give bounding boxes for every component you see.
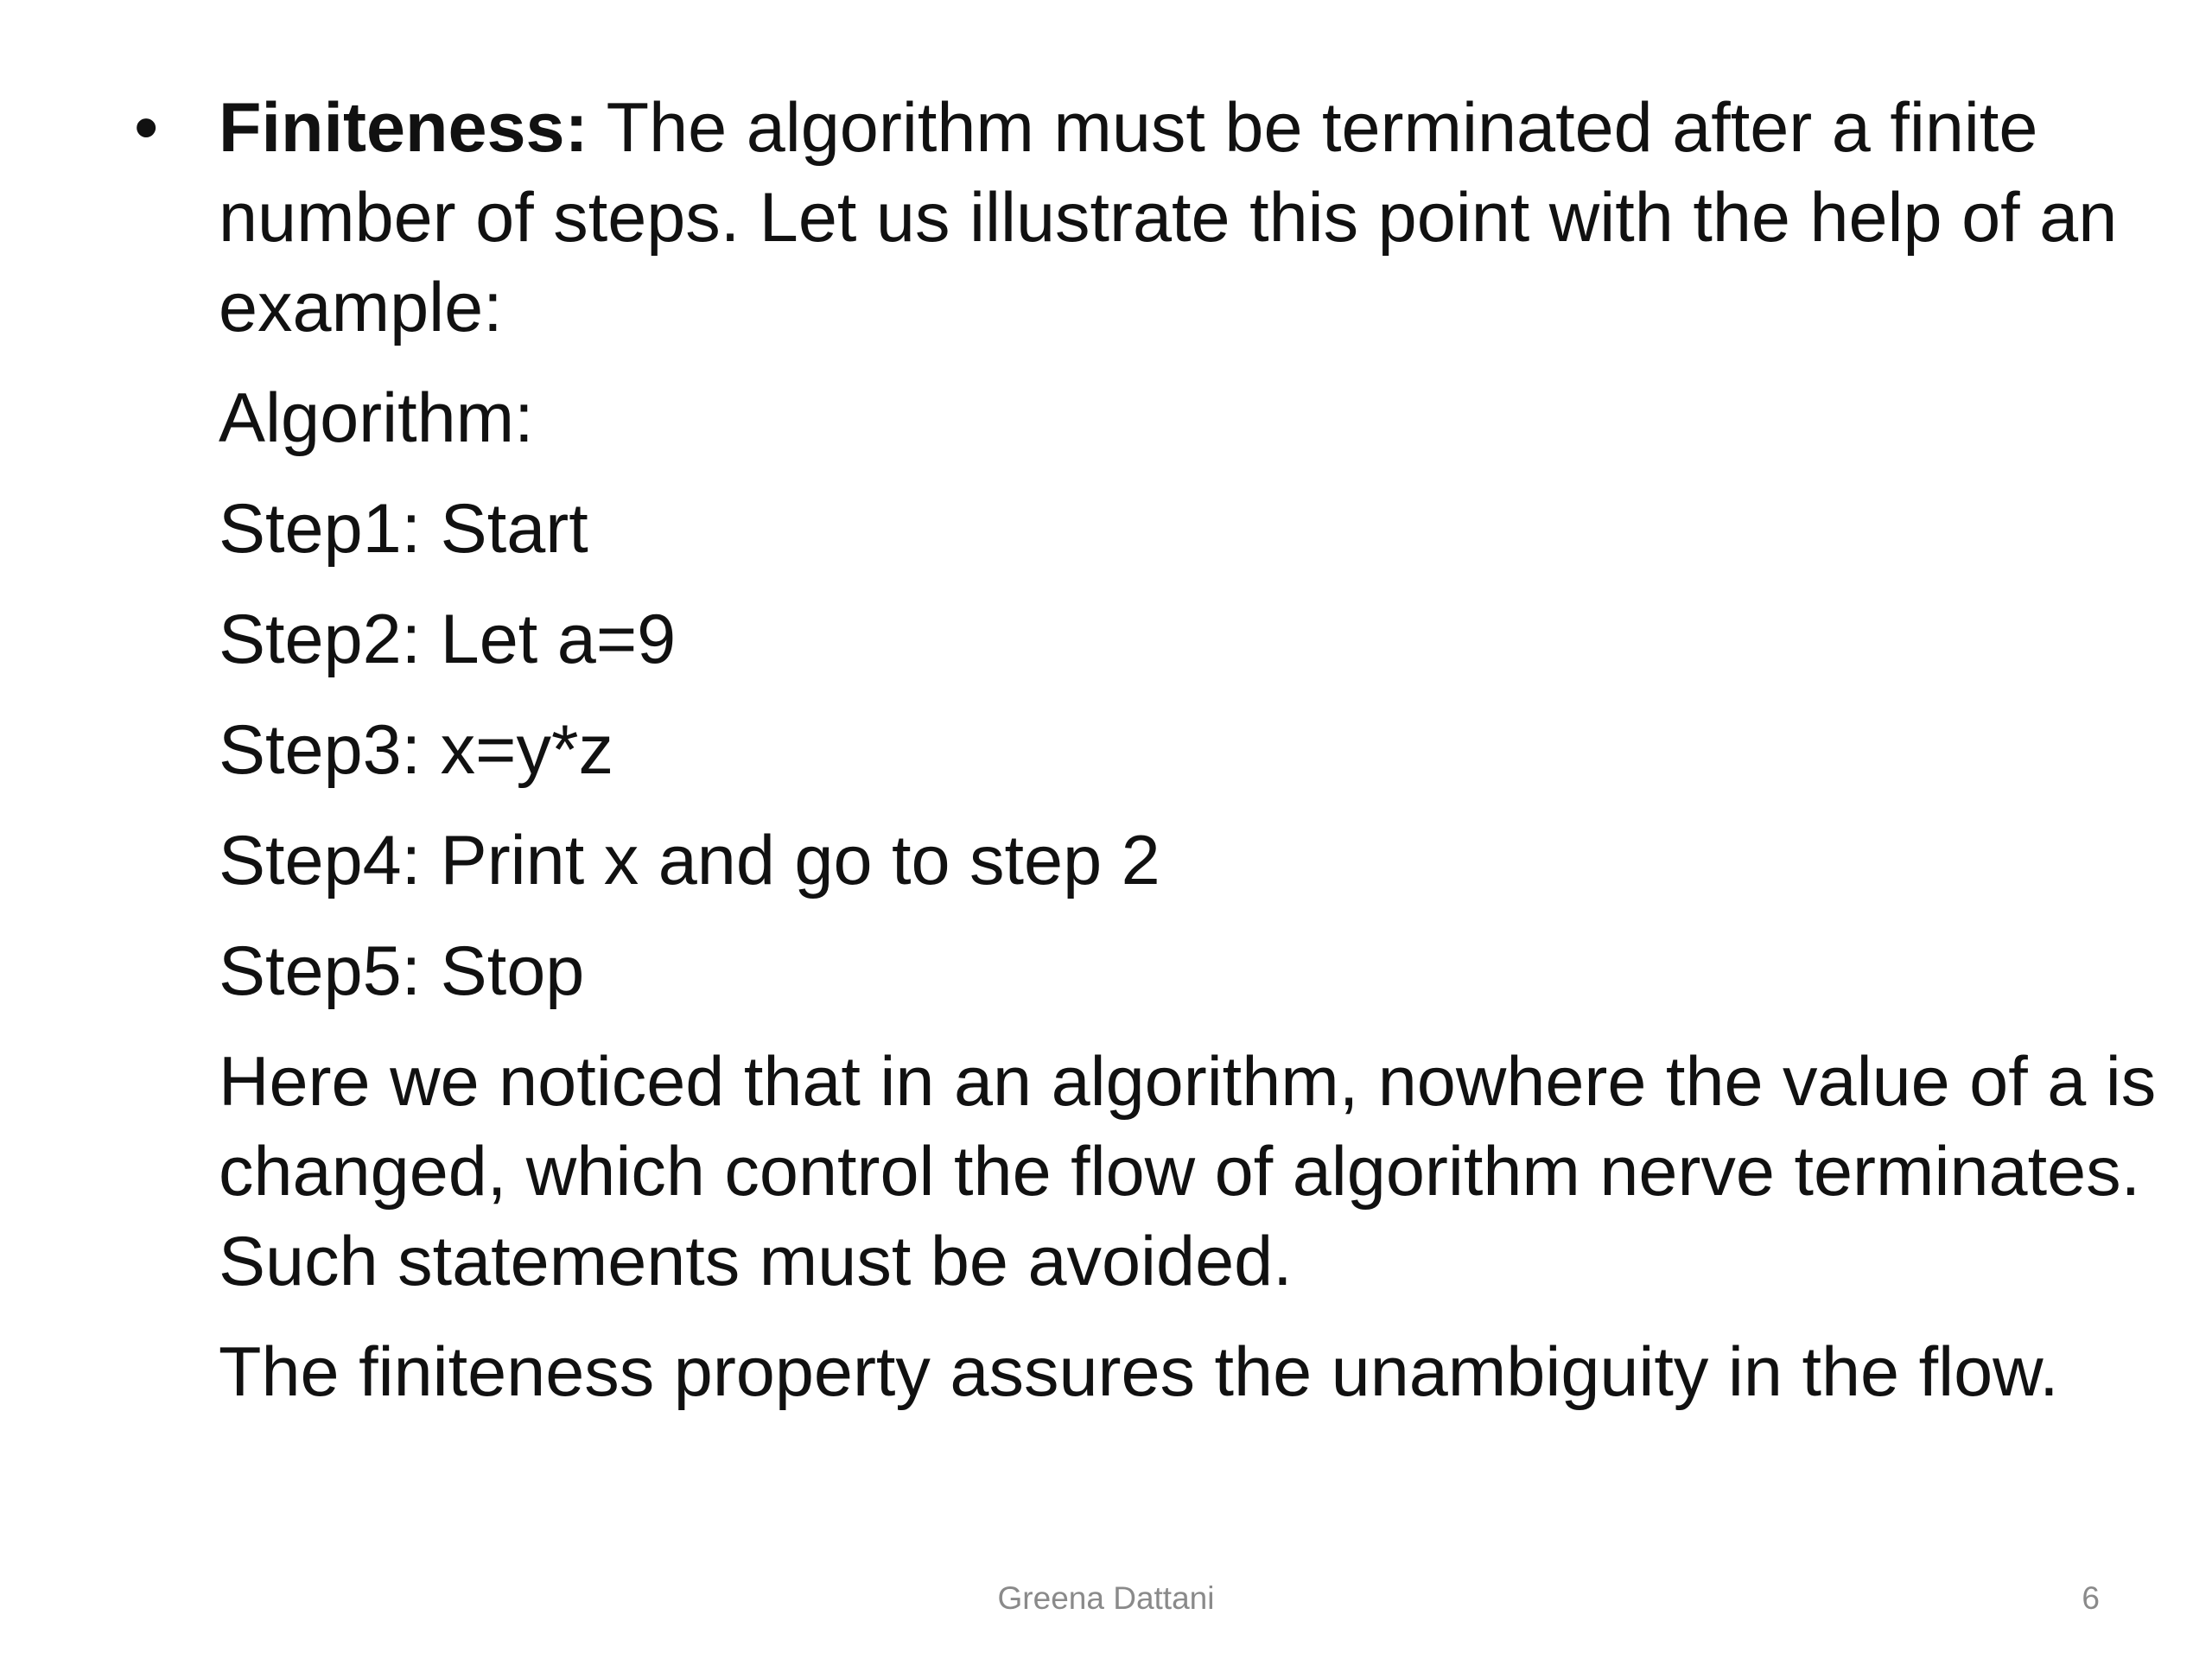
page-number: 6 <box>2082 1580 2100 1616</box>
finiteness-paragraph <box>134 83 2163 353</box>
slide-content <box>134 83 2163 1438</box>
bullet-icon: • <box>134 89 159 167</box>
algorithm-step: Step3: x=y*z <box>219 711 614 789</box>
footer-author: Greena Dattani <box>997 1580 1215 1616</box>
conclusion-paragraph: The finiteness property assures the unambiguity in the flow. <box>219 1333 2059 1411</box>
finiteness-intro-text: The algorithm must be terminated after a finite number of steps. Let us illustrate this point with the help of an example: <box>219 89 2118 346</box>
algorithm-step: Step1: Start <box>219 490 588 568</box>
explanation-paragraph: Here we noticed that in an algorithm, nowhere the value of a is changed, which control the flow of algorithm nerve terminates. Such statements must be avoided. <box>219 1043 2157 1300</box>
algorithm-step: Step5: Stop <box>219 932 585 1010</box>
algorithm-step: Step2: Let a=9 <box>219 601 677 678</box>
algorithm-step: Step4: Print x and go to step 2 <box>219 822 1160 899</box>
algorithm-heading: Algorithm: <box>219 379 534 457</box>
finiteness-term: Finiteness: <box>219 89 588 167</box>
